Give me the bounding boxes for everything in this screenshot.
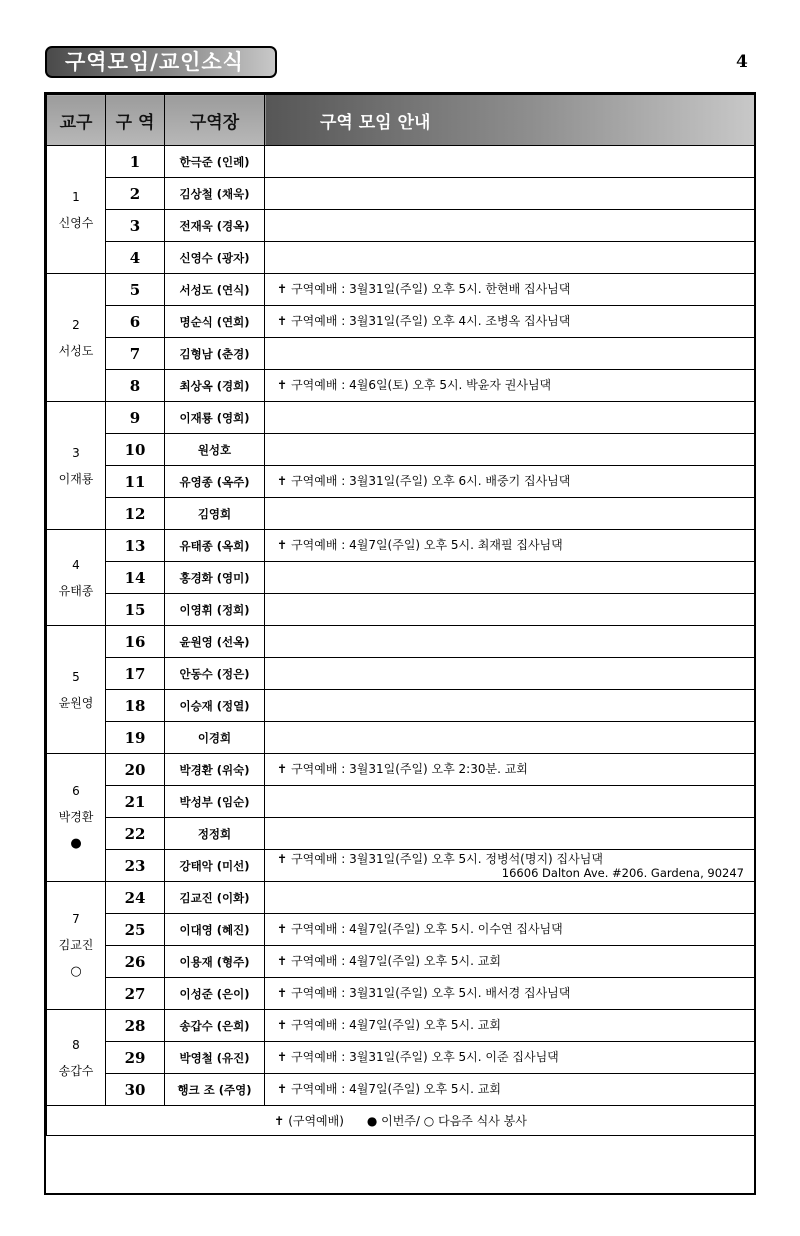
notice-text: 구역예배 : 4월7일(주일) 오후 5시. 이수연 집사님댁 [291, 922, 563, 936]
cell-number: 1 [106, 146, 165, 178]
district-number: 3 [72, 445, 80, 460]
cell-leader: 김형남 (춘경) [165, 338, 265, 370]
meeting-notice [265, 914, 755, 946]
meeting-notice [265, 338, 755, 370]
cell-number: 16 [106, 626, 165, 658]
cell-leader: 유태종 (옥희) [165, 530, 265, 562]
table-row [47, 178, 755, 210]
service-mark: ● [70, 836, 82, 851]
cell-leader: 안동수 (정은) [165, 658, 265, 690]
meeting-notice [265, 850, 755, 882]
table-row [47, 786, 755, 818]
table-row [47, 562, 755, 594]
cell-number: 26 [106, 946, 165, 978]
district-number: 8 [72, 1037, 80, 1052]
district-name: 윤원영 [58, 695, 94, 710]
cross-icon: ✝ [274, 1114, 285, 1128]
district-number: 2 [72, 317, 80, 332]
meeting-notice [265, 946, 755, 978]
meeting-notice [265, 178, 755, 210]
table-row [47, 530, 755, 562]
legend-this-week: 이번주/ [381, 1114, 420, 1128]
legend [47, 1106, 755, 1136]
cell-number: 13 [106, 530, 165, 562]
cell-leader: 김영희 [165, 498, 265, 530]
cell-number: 17 [106, 658, 165, 690]
table-row [47, 690, 755, 722]
cross-icon: ✝ [277, 762, 288, 776]
cell-number: 19 [106, 722, 165, 754]
table-row [47, 882, 755, 914]
cell-number: 18 [106, 690, 165, 722]
district-name: 유태종 [58, 583, 94, 598]
table-row [47, 402, 755, 434]
service-mark: ○ [70, 964, 82, 979]
cell-meeting-table [44, 92, 756, 1195]
legend-cross-text: (구역예배) [288, 1114, 344, 1128]
cell-leader: 박영철 (유진) [165, 1042, 265, 1074]
meeting-notice [265, 882, 755, 914]
cell-number: 3 [106, 210, 165, 242]
notice-text: 구역예배 : 4월6일(토) 오후 5시. 박윤자 권사님댁 [291, 378, 552, 392]
cross-icon: ✝ [277, 474, 288, 488]
cross-icon: ✝ [277, 1050, 288, 1064]
cell-number: 20 [106, 754, 165, 786]
meeting-notice [265, 1010, 755, 1042]
page-number: 4 [736, 52, 748, 72]
cell-number: 4 [106, 242, 165, 274]
cross-icon: ✝ [277, 851, 288, 866]
cell-leader: 홍경화 (영미) [165, 562, 265, 594]
cell-number: 11 [106, 466, 165, 498]
district-cell [47, 882, 106, 1010]
table-row [47, 978, 755, 1010]
cell-leader: 유영종 (옥주) [165, 466, 265, 498]
district-cell [47, 626, 106, 754]
table-row [47, 1074, 755, 1106]
cell-leader: 이승재 (정열) [165, 690, 265, 722]
table-body [47, 146, 755, 1136]
meeting-notice [265, 978, 755, 1010]
meeting-notice [265, 466, 755, 498]
meeting-notice [265, 626, 755, 658]
cross-icon: ✝ [277, 1018, 288, 1032]
header-notice: 구역 모임 안내 [265, 95, 755, 146]
meeting-notice [265, 1074, 755, 1106]
header-leader: 구역장 [165, 95, 265, 146]
district-name: 김교진 [58, 938, 94, 952]
cell-leader: 정정희 [165, 818, 265, 850]
table-row [47, 754, 755, 786]
table-row [47, 946, 755, 978]
cell-number: 10 [106, 434, 165, 466]
cell-leader: 이경희 [165, 722, 265, 754]
table-row [47, 242, 755, 274]
district-name: 송갑수 [58, 1063, 94, 1078]
meeting-notice [265, 146, 755, 178]
cell-number: 14 [106, 562, 165, 594]
cross-icon: ✝ [277, 538, 288, 552]
meeting-notice [265, 818, 755, 850]
meeting-notice [265, 498, 755, 530]
cell-number: 23 [106, 850, 165, 882]
cell-number: 29 [106, 1042, 165, 1074]
district-name: 서성도 [58, 343, 94, 358]
district-cell [47, 1010, 106, 1106]
cell-number: 21 [106, 786, 165, 818]
district-cell [47, 146, 106, 274]
cell-leader: 이영휘 (정희) [165, 594, 265, 626]
cell-number: 30 [106, 1074, 165, 1106]
table-row [47, 466, 755, 498]
notice-text: 구역예배 : 3월31일(주일) 오후 2:30분. 교회 [291, 762, 528, 776]
cell-leader: 박성부 (임순) [165, 786, 265, 818]
table-row [47, 498, 755, 530]
table-row [47, 626, 755, 658]
notice-text: 구역예배 : 3월31일(주일) 오후 6시. 배중기 집사님댁 [291, 474, 571, 488]
district-name: 박경환 [58, 810, 94, 824]
district-cell [47, 274, 106, 402]
cross-icon: ✝ [277, 986, 288, 1000]
notice-address: 16606 Dalton Ave. #206. Gardena, 90247 [501, 865, 744, 880]
cell-number: 9 [106, 402, 165, 434]
notice-text: 구역예배 : 4월7일(주일) 오후 5시. 교회 [291, 954, 501, 968]
cross-icon: ✝ [277, 282, 288, 296]
meeting-notice [265, 658, 755, 690]
meeting-notice [265, 1042, 755, 1074]
district-number: 4 [72, 557, 80, 572]
district-name: 신영수 [58, 215, 94, 230]
cell-number: 5 [106, 274, 165, 306]
table-row [47, 210, 755, 242]
meeting-notice [265, 306, 755, 338]
table-row [47, 434, 755, 466]
notice-text: 구역예배 : 3월31일(주일) 오후 5시. 한현배 집사님댁 [291, 282, 571, 296]
meeting-notice [265, 722, 755, 754]
notice-text: 구역예배 : 3월31일(주일) 오후 4시. 조병옥 집사님댁 [291, 314, 571, 328]
cell-leader: 김상철 (채욱) [165, 178, 265, 210]
legend-next-week: 다음주 식사 봉사 [438, 1114, 527, 1128]
cell-number: 12 [106, 498, 165, 530]
cell-leader: 이용재 (형주) [165, 946, 265, 978]
cell-leader: 이성준 (은이) [165, 978, 265, 1010]
table-row [47, 146, 755, 178]
table-row [47, 914, 755, 946]
district-number: 5 [72, 669, 80, 684]
meeting-notice [265, 402, 755, 434]
table-row [47, 818, 755, 850]
district-number: 6 [72, 784, 80, 798]
table-row [47, 306, 755, 338]
district-number: 1 [72, 189, 80, 204]
cell-leader: 송갑수 (은희) [165, 1010, 265, 1042]
notice-text: 구역예배 : 3월31일(주일) 오후 5시. 이준 집사님댁 [291, 1050, 559, 1064]
cell-number: 25 [106, 914, 165, 946]
meeting-notice [265, 274, 755, 306]
meeting-notice [265, 242, 755, 274]
table-row [47, 722, 755, 754]
filled-circle-icon: ● [366, 1114, 378, 1128]
cell-leader: 강태악 (미선) [165, 850, 265, 882]
district-cell [47, 754, 106, 882]
notice-text: 구역예배 : 4월7일(주일) 오후 5시. 교회 [291, 1018, 501, 1032]
cell-number: 28 [106, 1010, 165, 1042]
cell-leader: 김교진 (이화) [165, 882, 265, 914]
meeting-notice [265, 562, 755, 594]
cell-number: 15 [106, 594, 165, 626]
meeting-notice [265, 594, 755, 626]
cell-number: 27 [106, 978, 165, 1010]
cell-number: 8 [106, 370, 165, 402]
meeting-notice [265, 786, 755, 818]
notice-text: 구역예배 : 3월31일(주일) 오후 5시. 정병석(명지) 집사님댁 [291, 851, 603, 866]
table-row [47, 338, 755, 370]
table-row [47, 1010, 755, 1042]
cell-leader: 전재욱 (경옥) [165, 210, 265, 242]
district-cell [47, 402, 106, 530]
table-row [47, 1042, 755, 1074]
district-cell [47, 530, 106, 626]
notice-text: 구역예배 : 4월7일(주일) 오후 5시. 최재필 집사님댁 [291, 538, 563, 552]
cell-leader: 윤원영 (선옥) [165, 626, 265, 658]
meeting-notice [265, 210, 755, 242]
table-row [47, 594, 755, 626]
cross-icon: ✝ [277, 378, 288, 392]
cell-number: 24 [106, 882, 165, 914]
cell-leader: 최상옥 (경희) [165, 370, 265, 402]
meeting-notice [265, 370, 755, 402]
cell-leader: 한극준 (인례) [165, 146, 265, 178]
cell-number: 2 [106, 178, 165, 210]
meeting-notice [265, 754, 755, 786]
cross-icon: ✝ [277, 954, 288, 968]
cell-leader: 박경환 (위숙) [165, 754, 265, 786]
cell-leader: 이재룡 (영희) [165, 402, 265, 434]
cell-leader: 서성도 (연식) [165, 274, 265, 306]
table-row [47, 658, 755, 690]
page-title: 구역모임/교인소식 [45, 46, 277, 78]
district-number: 7 [72, 912, 80, 926]
cross-icon: ✝ [277, 1082, 288, 1096]
notice-text: 구역예배 : 4월7일(주일) 오후 5시. 교회 [291, 1082, 501, 1096]
open-circle-icon: ○ [423, 1114, 435, 1128]
cell-leader: 행크 조 (주영) [165, 1074, 265, 1106]
legend-row [47, 1106, 755, 1136]
cross-icon: ✝ [277, 922, 288, 936]
cell-leader: 신영수 (광자) [165, 242, 265, 274]
meeting-notice [265, 530, 755, 562]
meeting-notice [265, 434, 755, 466]
table-row [47, 370, 755, 402]
table-header-row [47, 95, 755, 146]
cell-number: 6 [106, 306, 165, 338]
table-row [47, 850, 755, 882]
cell-number: 7 [106, 338, 165, 370]
table-row [47, 274, 755, 306]
cell-leader: 이대영 (혜진) [165, 914, 265, 946]
cross-icon: ✝ [277, 314, 288, 328]
header-district: 교구 [47, 95, 106, 146]
notice-text: 구역예배 : 3월31일(주일) 오후 5시. 배서경 집사님댁 [291, 986, 571, 1000]
cell-leader: 명순식 (연희) [165, 306, 265, 338]
header-cell: 구 역 [106, 95, 165, 146]
meeting-notice [265, 690, 755, 722]
district-name: 이재룡 [58, 471, 94, 486]
cell-number: 22 [106, 818, 165, 850]
cell-leader: 원성호 [165, 434, 265, 466]
